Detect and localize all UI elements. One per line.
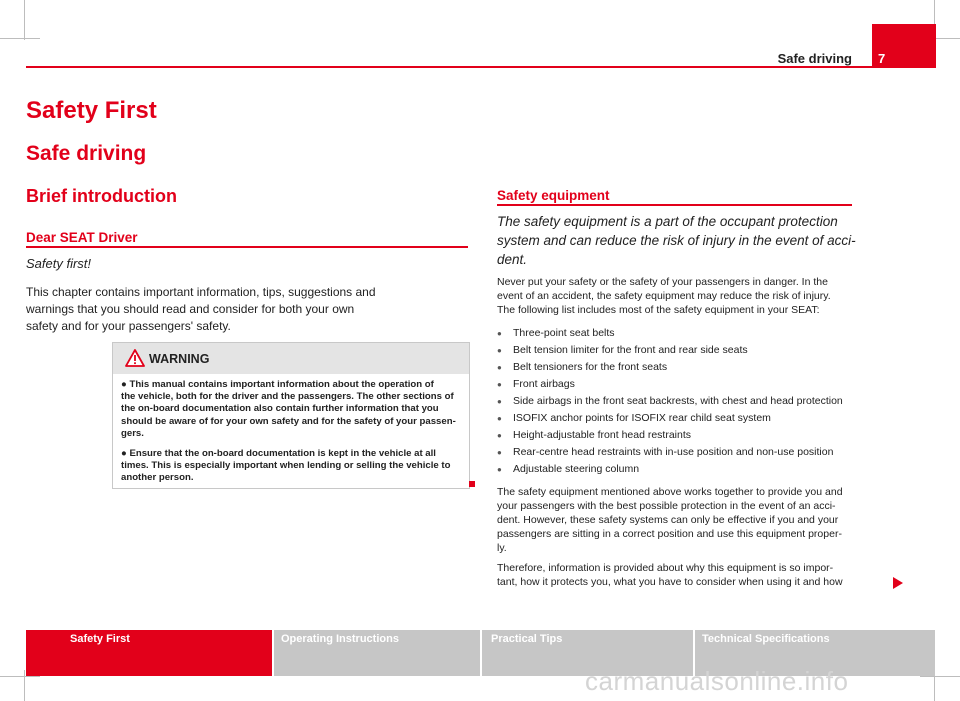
body-line: warnings that you should read and consider for both your own bbox=[26, 302, 355, 316]
warning-triangle-icon bbox=[125, 349, 145, 372]
safety-equipment-list bbox=[497, 325, 843, 478]
header-rule bbox=[26, 66, 936, 68]
intro-line: The following list includes most of the safety equipment in your SEAT: bbox=[497, 304, 820, 316]
left-body bbox=[26, 284, 472, 335]
intro-line: event of an accident, the safety equipment may reduce the risk of injury. bbox=[497, 290, 831, 302]
lead-line: The safety equipment is a part of the occupant protection bbox=[497, 214, 838, 229]
right-heading: Safety equipment bbox=[497, 188, 610, 203]
lead-line: system and can reduce the risk of injury in the event of acci- bbox=[497, 233, 856, 248]
section-title: Safe driving bbox=[26, 142, 147, 165]
footer-tab-label: Practical Tips bbox=[491, 633, 563, 645]
list-item: ● Side airbags in the front seat backrests, with chest and head protection bbox=[497, 393, 843, 410]
warning-line: gers. bbox=[121, 427, 144, 439]
list-item: ● Belt tensioners for the front seats bbox=[497, 359, 843, 376]
crop-mark bbox=[24, 670, 25, 701]
right-intro bbox=[497, 275, 857, 317]
end-of-section-mark bbox=[469, 481, 475, 487]
intro-line: Never put your safety or the safety of your passengers in danger. In the bbox=[497, 276, 828, 288]
warning-line: another person. bbox=[121, 472, 194, 484]
warning-line: times. This is especially important when lending or selling the vehicle to bbox=[121, 460, 451, 472]
footer-tab-label: Operating Instructions bbox=[281, 633, 399, 645]
page-number: 7 bbox=[878, 51, 886, 66]
paragraph-line: Therefore, information is provided about why this equipment is so impor- bbox=[497, 562, 834, 574]
warning-line: should be aware of for your own safety and for the safety of your passen- bbox=[121, 415, 456, 427]
left-heading: Dear SEAT Driver bbox=[26, 230, 138, 245]
warning-line: the vehicle, both for the driver and the passengers. The other sections of bbox=[121, 391, 454, 403]
warning-header bbox=[113, 343, 469, 374]
subsection-title: Brief introduction bbox=[26, 186, 177, 206]
list-item: ● Three-point seat belts bbox=[497, 325, 843, 342]
warning-item bbox=[121, 448, 465, 485]
body-line: safety and for your passengers' safety. bbox=[26, 319, 231, 333]
crop-mark bbox=[920, 676, 960, 677]
warning-line: ● Ensure that the on-board documentation is kept in the vehicle at all bbox=[121, 448, 436, 459]
watermark: carmanualsonline.info bbox=[585, 666, 849, 696]
paragraph-line: The safety equipment mentioned above works together to provide you and bbox=[497, 486, 843, 498]
continue-arrow-icon bbox=[893, 576, 903, 594]
paragraph-line: your passengers with the best possible protection in the event of an acci- bbox=[497, 500, 836, 512]
warning-item bbox=[121, 379, 465, 440]
list-item: ● Adjustable steering column bbox=[497, 461, 843, 478]
warning-line: the on-board documentation also contain further information that you bbox=[121, 403, 439, 415]
crop-mark bbox=[0, 38, 40, 39]
footer-tab-label: Technical Specifications bbox=[702, 633, 830, 645]
left-heading-rule bbox=[26, 246, 468, 248]
right-lead bbox=[497, 212, 857, 269]
left-lead: Safety first! bbox=[26, 256, 92, 271]
right-paragraph bbox=[497, 561, 857, 589]
chapter-title: Safety First bbox=[26, 97, 157, 124]
crop-mark bbox=[0, 676, 40, 677]
list-item: ● Height-adjustable front head restraints bbox=[497, 427, 843, 444]
list-item: ● Rear-centre head restraints with in-use position and non-use position bbox=[497, 444, 843, 461]
list-item: ● ISOFIX anchor points for ISOFIX rear child seat system bbox=[497, 410, 843, 427]
paragraph-line: tant, how it protects you, what you have to consider when using it and how bbox=[497, 576, 843, 588]
warning-title: WARNING bbox=[149, 352, 210, 366]
list-item: ● Front airbags bbox=[497, 376, 843, 393]
lead-line: dent. bbox=[497, 252, 528, 267]
footer-tab-safety-first[interactable] bbox=[26, 630, 272, 676]
running-head: Safe driving bbox=[777, 51, 852, 66]
body-line: This chapter contains important information, tips, suggestions and bbox=[26, 285, 376, 299]
paragraph-line: passengers are sitting in a correct position and use this equipment proper- bbox=[497, 528, 842, 540]
warning-box bbox=[112, 342, 470, 489]
paragraph-line: ly. bbox=[497, 542, 507, 554]
footer-tab-label: Safety First bbox=[70, 633, 130, 645]
warning-line: ● This manual contains important information about the operation of bbox=[121, 379, 434, 390]
list-item: ● Belt tension limiter for the front and rear side seats bbox=[497, 342, 843, 359]
right-paragraph bbox=[497, 485, 857, 555]
paragraph-line: dent. However, these safety systems can only be effective if you and your bbox=[497, 514, 839, 526]
crop-mark bbox=[24, 0, 25, 40]
right-heading-rule bbox=[497, 204, 852, 206]
